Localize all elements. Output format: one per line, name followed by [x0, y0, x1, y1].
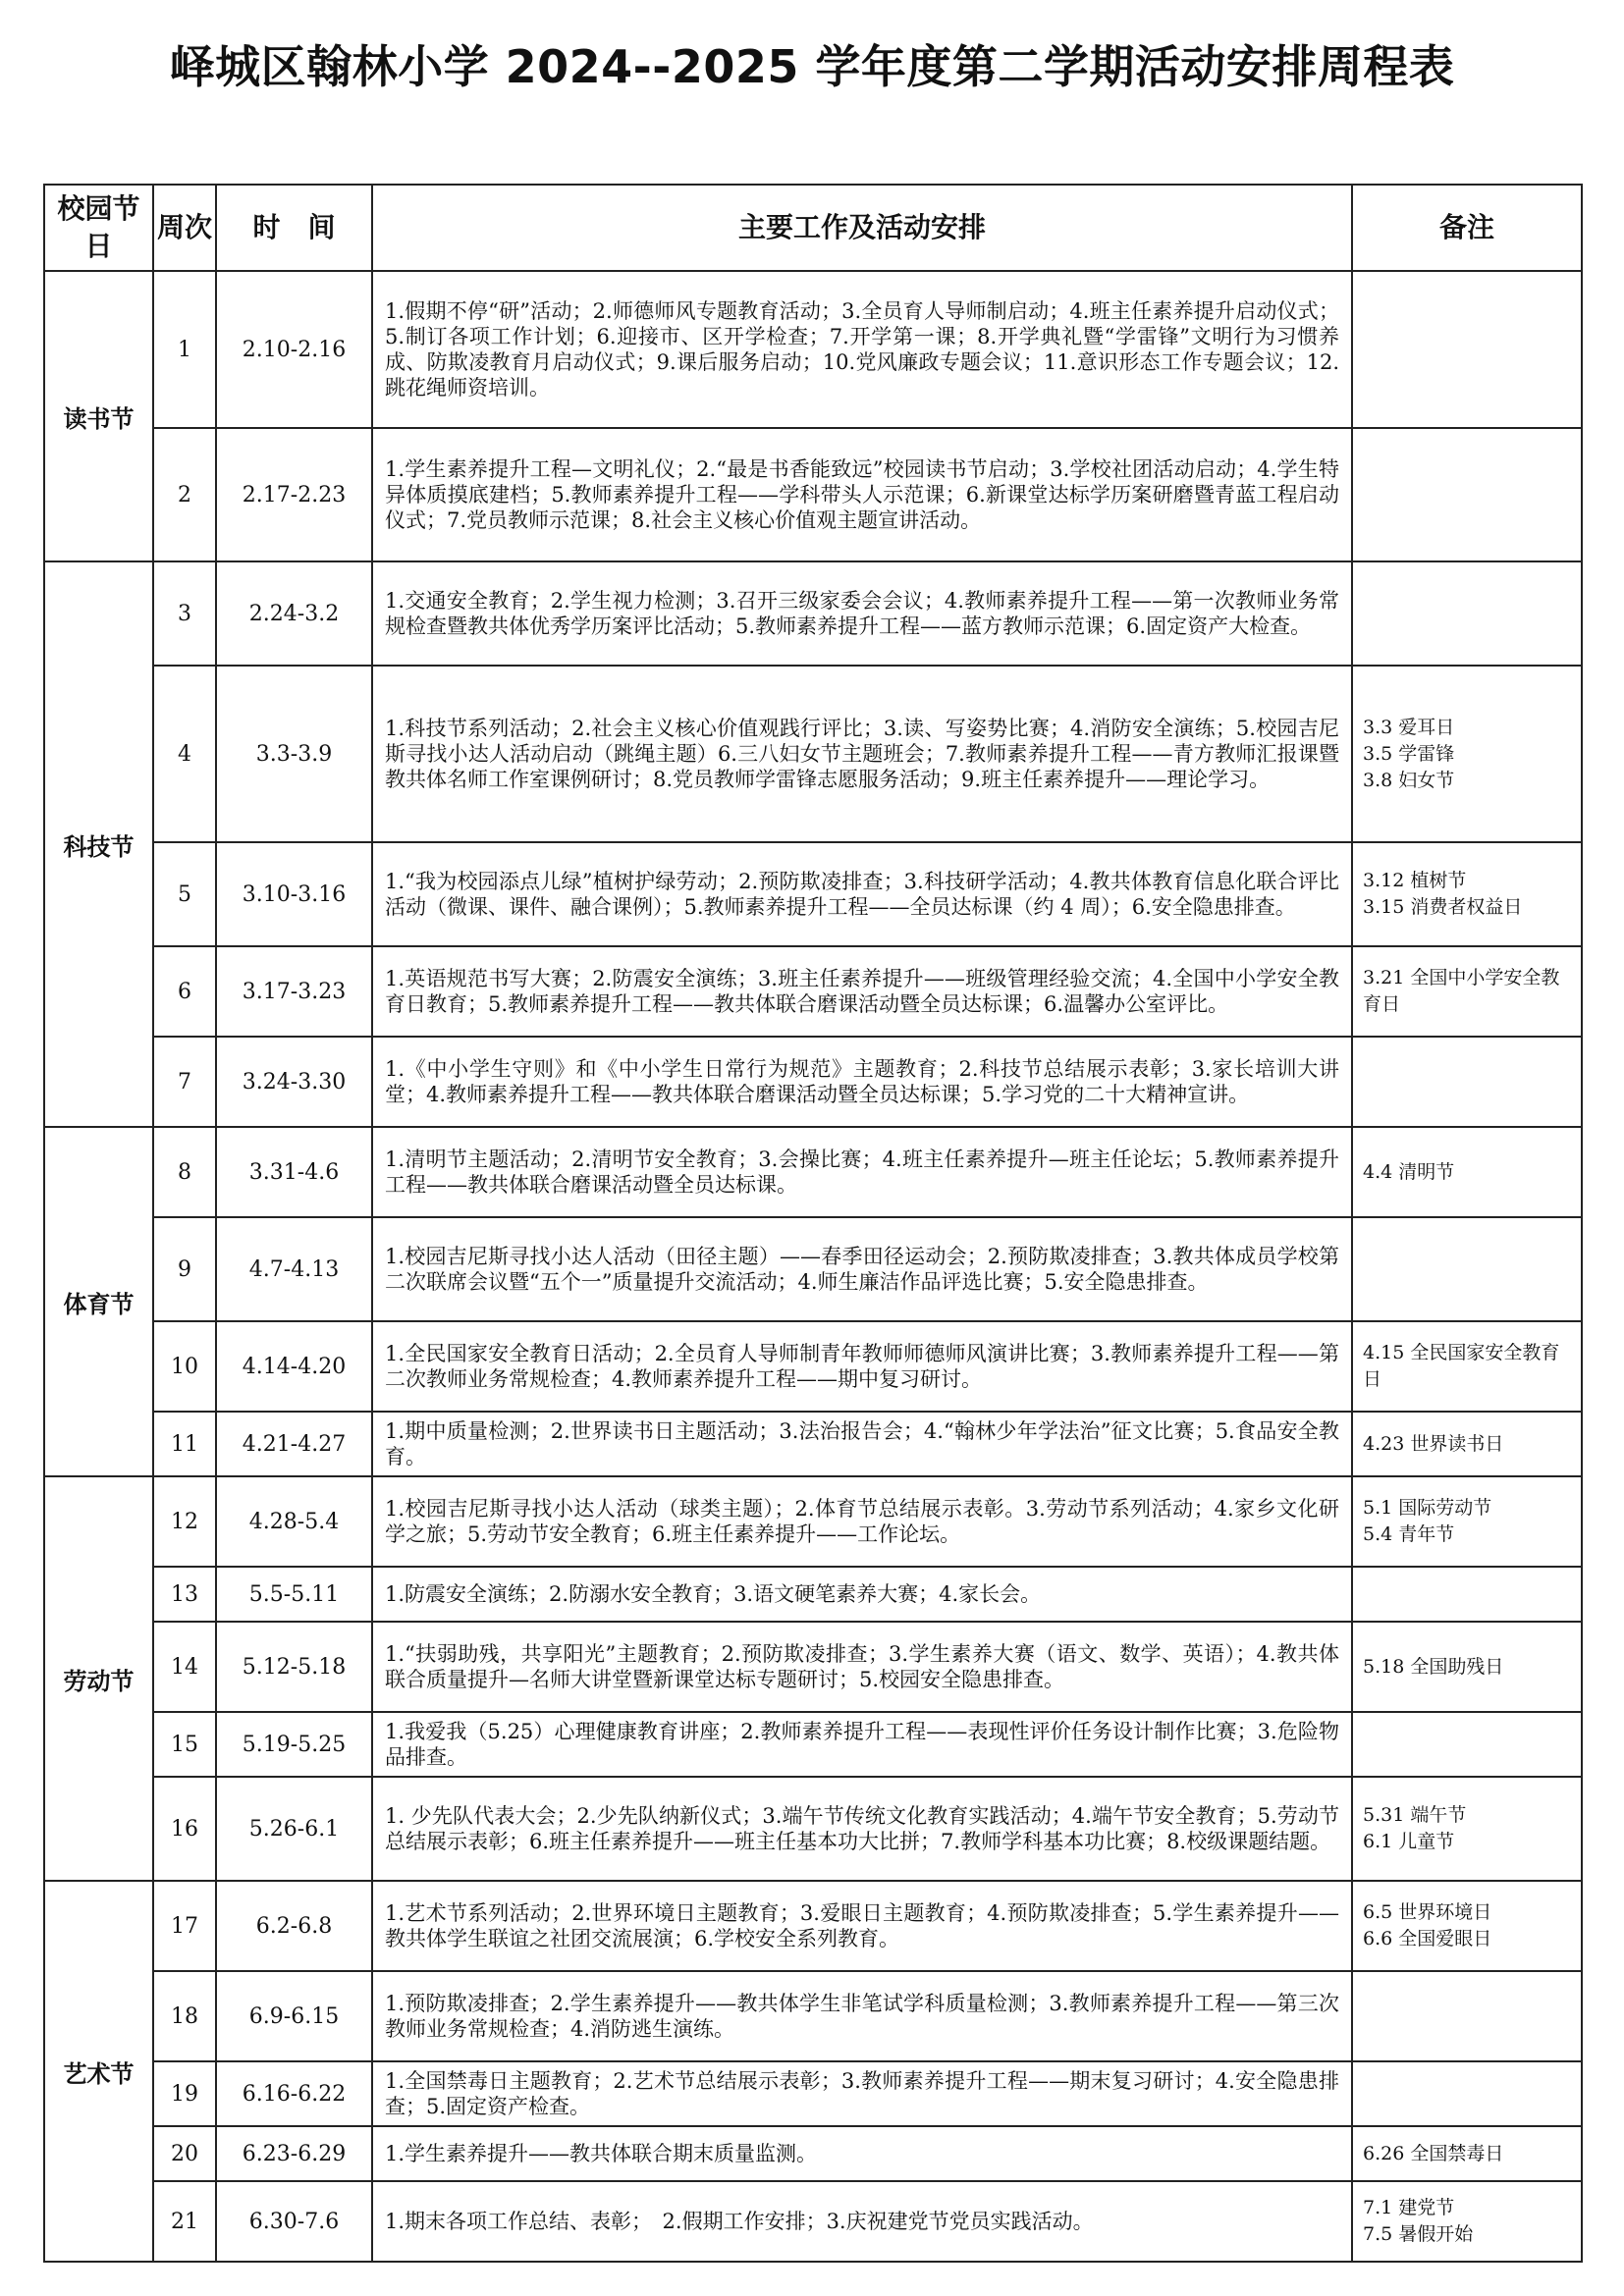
week-cell: 2 [153, 428, 216, 561]
notes-cell [1352, 271, 1582, 428]
note-line: 6.26 全国禁毒日 [1363, 2142, 1504, 2164]
week-cell: 10 [153, 1321, 216, 1412]
time-cell: 5.26-6.1 [216, 1777, 372, 1881]
time-cell: 2.24-3.2 [216, 561, 372, 666]
table-row [44, 1712, 1582, 1777]
note-line: 6.1 儿童节 [1363, 1831, 1455, 1852]
notes-cell [1352, 1881, 1582, 1971]
note-line: 5.18 全国助残日 [1363, 1655, 1504, 1678]
table-row [44, 1127, 1582, 1217]
time-cell: 5.19-5.25 [216, 1712, 372, 1777]
time-cell: 2.10-2.16 [216, 271, 372, 428]
week-cell: 7 [153, 1037, 216, 1127]
table-row [44, 1881, 1582, 1971]
table-row [44, 1412, 1582, 1476]
note-line: 4.15 全民国家安全教育日 [1363, 1342, 1560, 1390]
notes-cell [1352, 1476, 1582, 1567]
table-row [44, 946, 1582, 1037]
festival-cell-labor-festival: 劳动节 [44, 1476, 153, 1881]
time-cell: 4.14-4.20 [216, 1321, 372, 1412]
table-row [44, 271, 1582, 428]
notes-cell [1352, 1567, 1582, 1622]
note-line: 3.5 学雷锋 [1363, 742, 1455, 765]
notes-cell [1352, 1321, 1582, 1412]
note-line: 3.8 妇女节 [1363, 769, 1455, 791]
note-line: 5.1 国际劳动节 [1363, 1497, 1492, 1519]
time-cell: 3.10-3.16 [216, 842, 372, 946]
notes-cell [1352, 1127, 1582, 1217]
table-row [44, 1777, 1582, 1881]
time-cell: 6.16-6.22 [216, 2061, 372, 2126]
header-notes: 备注 [1352, 185, 1582, 271]
week-cell: 19 [153, 2061, 216, 2126]
activities-cell: 1.“我为校园添点儿绿”植树护绿劳动；2.预防欺凌排查；3.科技研学活动；4.教共体教育信息化联合评比活动（微课、课件、融合课例）；5.教师素养提升工程——全员达标课（约 4 周）；6.安全隐患排查。 [372, 842, 1352, 946]
table-row [44, 842, 1582, 946]
schedule-body [44, 271, 1582, 2262]
week-cell: 6 [153, 946, 216, 1037]
time-cell: 3.17-3.23 [216, 946, 372, 1037]
table-row [44, 1622, 1582, 1712]
notes-cell [1352, 1412, 1582, 1476]
time-cell: 6.30-7.6 [216, 2181, 372, 2262]
week-cell: 20 [153, 2126, 216, 2181]
week-cell: 18 [153, 1971, 216, 2061]
note-line: 4.23 世界读书日 [1363, 1432, 1504, 1455]
week-cell: 21 [153, 2181, 216, 2262]
notes-cell [1352, 666, 1582, 842]
table-row [44, 1217, 1582, 1321]
header-row [44, 185, 1582, 271]
activities-cell: 1.校园吉尼斯寻找小达人活动（田径主题）——春季田径运动会；2.预防欺凌排查；3.教共体成员学校第二次联席会议暨“五个一”质量提升交流活动；4.师生廉洁作品评选比赛；5.安全隐患排查。 [372, 1217, 1352, 1321]
week-cell: 16 [153, 1777, 216, 1881]
time-cell: 6.2-6.8 [216, 1881, 372, 1971]
table-row [44, 2061, 1582, 2126]
notes-cell [1352, 2126, 1582, 2181]
festival-cell-reading-festival: 读书节 [44, 271, 153, 561]
note-line: 5.4 青年节 [1363, 1523, 1455, 1545]
week-cell: 17 [153, 1881, 216, 1971]
schedule-table [43, 184, 1583, 2263]
note-line: 7.1 建党节 [1363, 2197, 1455, 2218]
notes-cell [1352, 946, 1582, 1037]
table-row [44, 1971, 1582, 2061]
note-line: 4.4 清明节 [1363, 1160, 1455, 1183]
activities-cell: 1.校园吉尼斯寻找小达人活动（球类主题）；2.体育节总结展示表彰。3.劳动节系列活动；4.家乡文化研学之旅；5.劳动节安全教育；6.班主任素养提升——工作论坛。 [372, 1476, 1352, 1567]
activities-cell: 1. 少先队代表大会；2.少先队纳新仪式；3.端午节传统文化教育实践活动；4.端午节安全教育；5.劳动节总结展示表彰；6.班主任素养提升——班主任基本功大比拼；7.教师学科基本功比赛；8.校级课题结题。 [372, 1777, 1352, 1881]
table-row [44, 428, 1582, 561]
week-cell: 4 [153, 666, 216, 842]
notes-cell [1352, 2181, 1582, 2262]
header-festival: 校园节日 [44, 185, 153, 271]
notes-cell [1352, 1777, 1582, 1881]
week-cell: 15 [153, 1712, 216, 1777]
note-line: 3.3 爱耳日 [1363, 716, 1455, 738]
table-row [44, 1567, 1582, 1622]
notes-cell [1352, 1712, 1582, 1777]
week-cell: 12 [153, 1476, 216, 1567]
page-title: 峄城区翰林小学 2024--2025 学年度第二学期活动安排周程表 [169, 40, 1455, 93]
note-line: 3.15 消费者权益日 [1363, 896, 1523, 918]
festival-cell-science-festival: 科技节 [44, 561, 153, 1127]
note-line: 3.12 植树节 [1363, 870, 1467, 891]
time-cell: 4.28-5.4 [216, 1476, 372, 1567]
note-line: 3.21 全国中小学安全教育日 [1363, 967, 1560, 1015]
week-cell: 1 [153, 271, 216, 428]
activities-cell: 1.科技节系列活动；2.社会主义核心价值观践行评比；3.读、写姿势比赛；4.消防安全演练；5.校园吉尼斯寻找小达人活动启动（跳绳主题）6.三八妇女节主题班会；7.教师素养提升工程——青方教师汇报课暨教共体名师工作室课例研讨；8.党员教师学雷锋志愿服务活动；9.班主任素养提升——理论学习。 [372, 666, 1352, 842]
notes-cell [1352, 1037, 1582, 1127]
activities-cell: 1.《中小学生守则》和《中小学生日常行为规范》主题教育；2.科技节总结展示表彰；3.家长培训大讲堂；4.教师素养提升工程——教共体联合磨课活动暨全员达标课；5.学习党的二十大精神宣讲。 [372, 1037, 1352, 1127]
week-cell: 11 [153, 1412, 216, 1476]
activities-cell: 1.清明节主题活动；2.清明节安全教育；3.会操比赛；4.班主任素养提升—班主任论坛；5.教师素养提升工程——教共体联合磨课活动暨全员达标课。 [372, 1127, 1352, 1217]
time-cell: 5.5-5.11 [216, 1567, 372, 1622]
week-cell: 8 [153, 1127, 216, 1217]
activities-cell: 1.防震安全演练；2.防溺水安全教育；3.语文硬笔素养大赛；4.家长会。 [372, 1567, 1352, 1622]
table-row [44, 1476, 1582, 1567]
time-cell: 5.12-5.18 [216, 1622, 372, 1712]
notes-cell [1352, 1622, 1582, 1712]
notes-cell [1352, 561, 1582, 666]
table-row [44, 666, 1582, 842]
time-cell: 6.23-6.29 [216, 2126, 372, 2181]
festival-cell-sports-festival: 体育节 [44, 1127, 153, 1476]
note-line: 7.5 暑假开始 [1363, 2223, 1474, 2245]
activities-cell: 1.期中质量检测；2.世界读书日主题活动；3.法治报告会；4.“翰林少年学法治”征文比赛；5.食品安全教育。 [372, 1412, 1352, 1476]
week-cell: 9 [153, 1217, 216, 1321]
week-cell: 3 [153, 561, 216, 666]
time-cell: 3.24-3.30 [216, 1037, 372, 1127]
activities-cell: 1.假期不停“研”活动；2.师德师风专题教育活动；3.全员育人导师制启动；4.班主任素养提升启动仪式；5.制订各项工作计划；6.迎接市、区开学检查；7.开学第一课；8.开学典礼暨“学雷锋”文明行为习惯养成、防欺凌教育月启动仪式；9.课后服务启动；10.党风廉政专题会议；11.意识形态工作专题会议；12.跳花绳师资培训。 [372, 271, 1352, 428]
notes-cell [1352, 1217, 1582, 1321]
activities-cell: 1.英语规范书写大赛；2.防震安全演练；3.班主任素养提升——班级管理经验交流；4.全国中小学安全教育日教育；5.教师素养提升工程——教共体联合磨课活动暨全员达标课；6.温馨办公室评比。 [372, 946, 1352, 1037]
table-row [44, 1321, 1582, 1412]
time-cell: 6.9-6.15 [216, 1971, 372, 2061]
time-cell: 3.3-3.9 [216, 666, 372, 842]
festival-cell-art-festival: 艺术节 [44, 1881, 153, 2262]
activities-cell: 1.学生素养提升——教共体联合期末质量监测。 [372, 2126, 1352, 2181]
note-line: 6.6 全国爱眼日 [1363, 1928, 1492, 1949]
header-activities: 主要工作及活动安排 [372, 185, 1352, 271]
activities-cell: 1.全国禁毒日主题教育；2.艺术节总结展示表彰；3.教师素养提升工程——期末复习研讨；4.安全隐患排查；5.固定资产检查。 [372, 2061, 1352, 2126]
notes-cell [1352, 2061, 1582, 2126]
activities-cell: 1.全民国家安全教育日活动；2.全员育人导师制青年教师师德师风演讲比赛；3.教师素养提升工程——第二次教师业务常规检查；4.教师素养提升工程——期中复习研讨。 [372, 1321, 1352, 1412]
activities-cell: 1.“扶弱助残，共享阳光”主题教育；2.预防欺凌排查；3.学生素养大赛（语文、数学、英语）；4.教共体联合质量提升—名师大讲堂暨新课堂达标专题研讨；5.校园安全隐患排查。 [372, 1622, 1352, 1712]
week-cell: 13 [153, 1567, 216, 1622]
table-row [44, 2126, 1582, 2181]
note-line: 5.31 端午节 [1363, 1804, 1467, 1826]
note-line: 6.5 世界环境日 [1363, 1901, 1492, 1923]
activities-cell: 1.交通安全教育；2.学生视力检测；3.召开三级家委会会议；4.教师素养提升工程——第一次教师业务常规检查暨教共体优秀学历案评比活动；5.教师素养提升工程——蓝方教师示范课；6.固定资产大检查。 [372, 561, 1352, 666]
table-row [44, 561, 1582, 666]
activities-cell: 1.艺术节系列活动；2.世界环境日主题教育；3.爱眼日主题教育；4.预防欺凌排查；5.学生素养提升——教共体学生联谊之社团交流展演；6.学校安全系列教育。 [372, 1881, 1352, 1971]
time-cell: 4.7-4.13 [216, 1217, 372, 1321]
activities-cell: 1.学生素养提升工程—文明礼仪；2.“最是书香能致远”校园读书节启动；3.学校社团活动启动；4.学生特异体质摸底建档；5.教师素养提升工程——学科带头人示范课；6.新课堂达标学历案研磨暨青蓝工程启动仪式；7.党员教师示范课；8.社会主义核心价值观主题宣讲活动。 [372, 428, 1352, 561]
notes-cell [1352, 428, 1582, 561]
notes-cell [1352, 842, 1582, 946]
time-cell: 4.21-4.27 [216, 1412, 372, 1476]
week-cell: 14 [153, 1622, 216, 1712]
time-cell: 2.17-2.23 [216, 428, 372, 561]
week-cell: 5 [153, 842, 216, 946]
table-row [44, 1037, 1582, 1127]
time-cell: 3.31-4.6 [216, 1127, 372, 1217]
header-week: 周次 [153, 185, 216, 271]
header-time: 时 间 [216, 185, 372, 271]
activities-cell: 1.期末各项工作总结、表彰； 2.假期工作安排；3.庆祝建党节党员实践活动。 [372, 2181, 1352, 2262]
table-row [44, 2181, 1582, 2262]
activities-cell: 1.我爱我（5.25）心理健康教育讲座；2.教师素养提升工程——表现性评价任务设计制作比赛；3.危险物品排查。 [372, 1712, 1352, 1777]
activities-cell: 1.预防欺凌排查；2.学生素养提升——教共体学生非笔试学科质量检测；3.教师素养提升工程——第三次教师业务常规检查；4.消防逃生演练。 [372, 1971, 1352, 2061]
notes-cell [1352, 1971, 1582, 2061]
